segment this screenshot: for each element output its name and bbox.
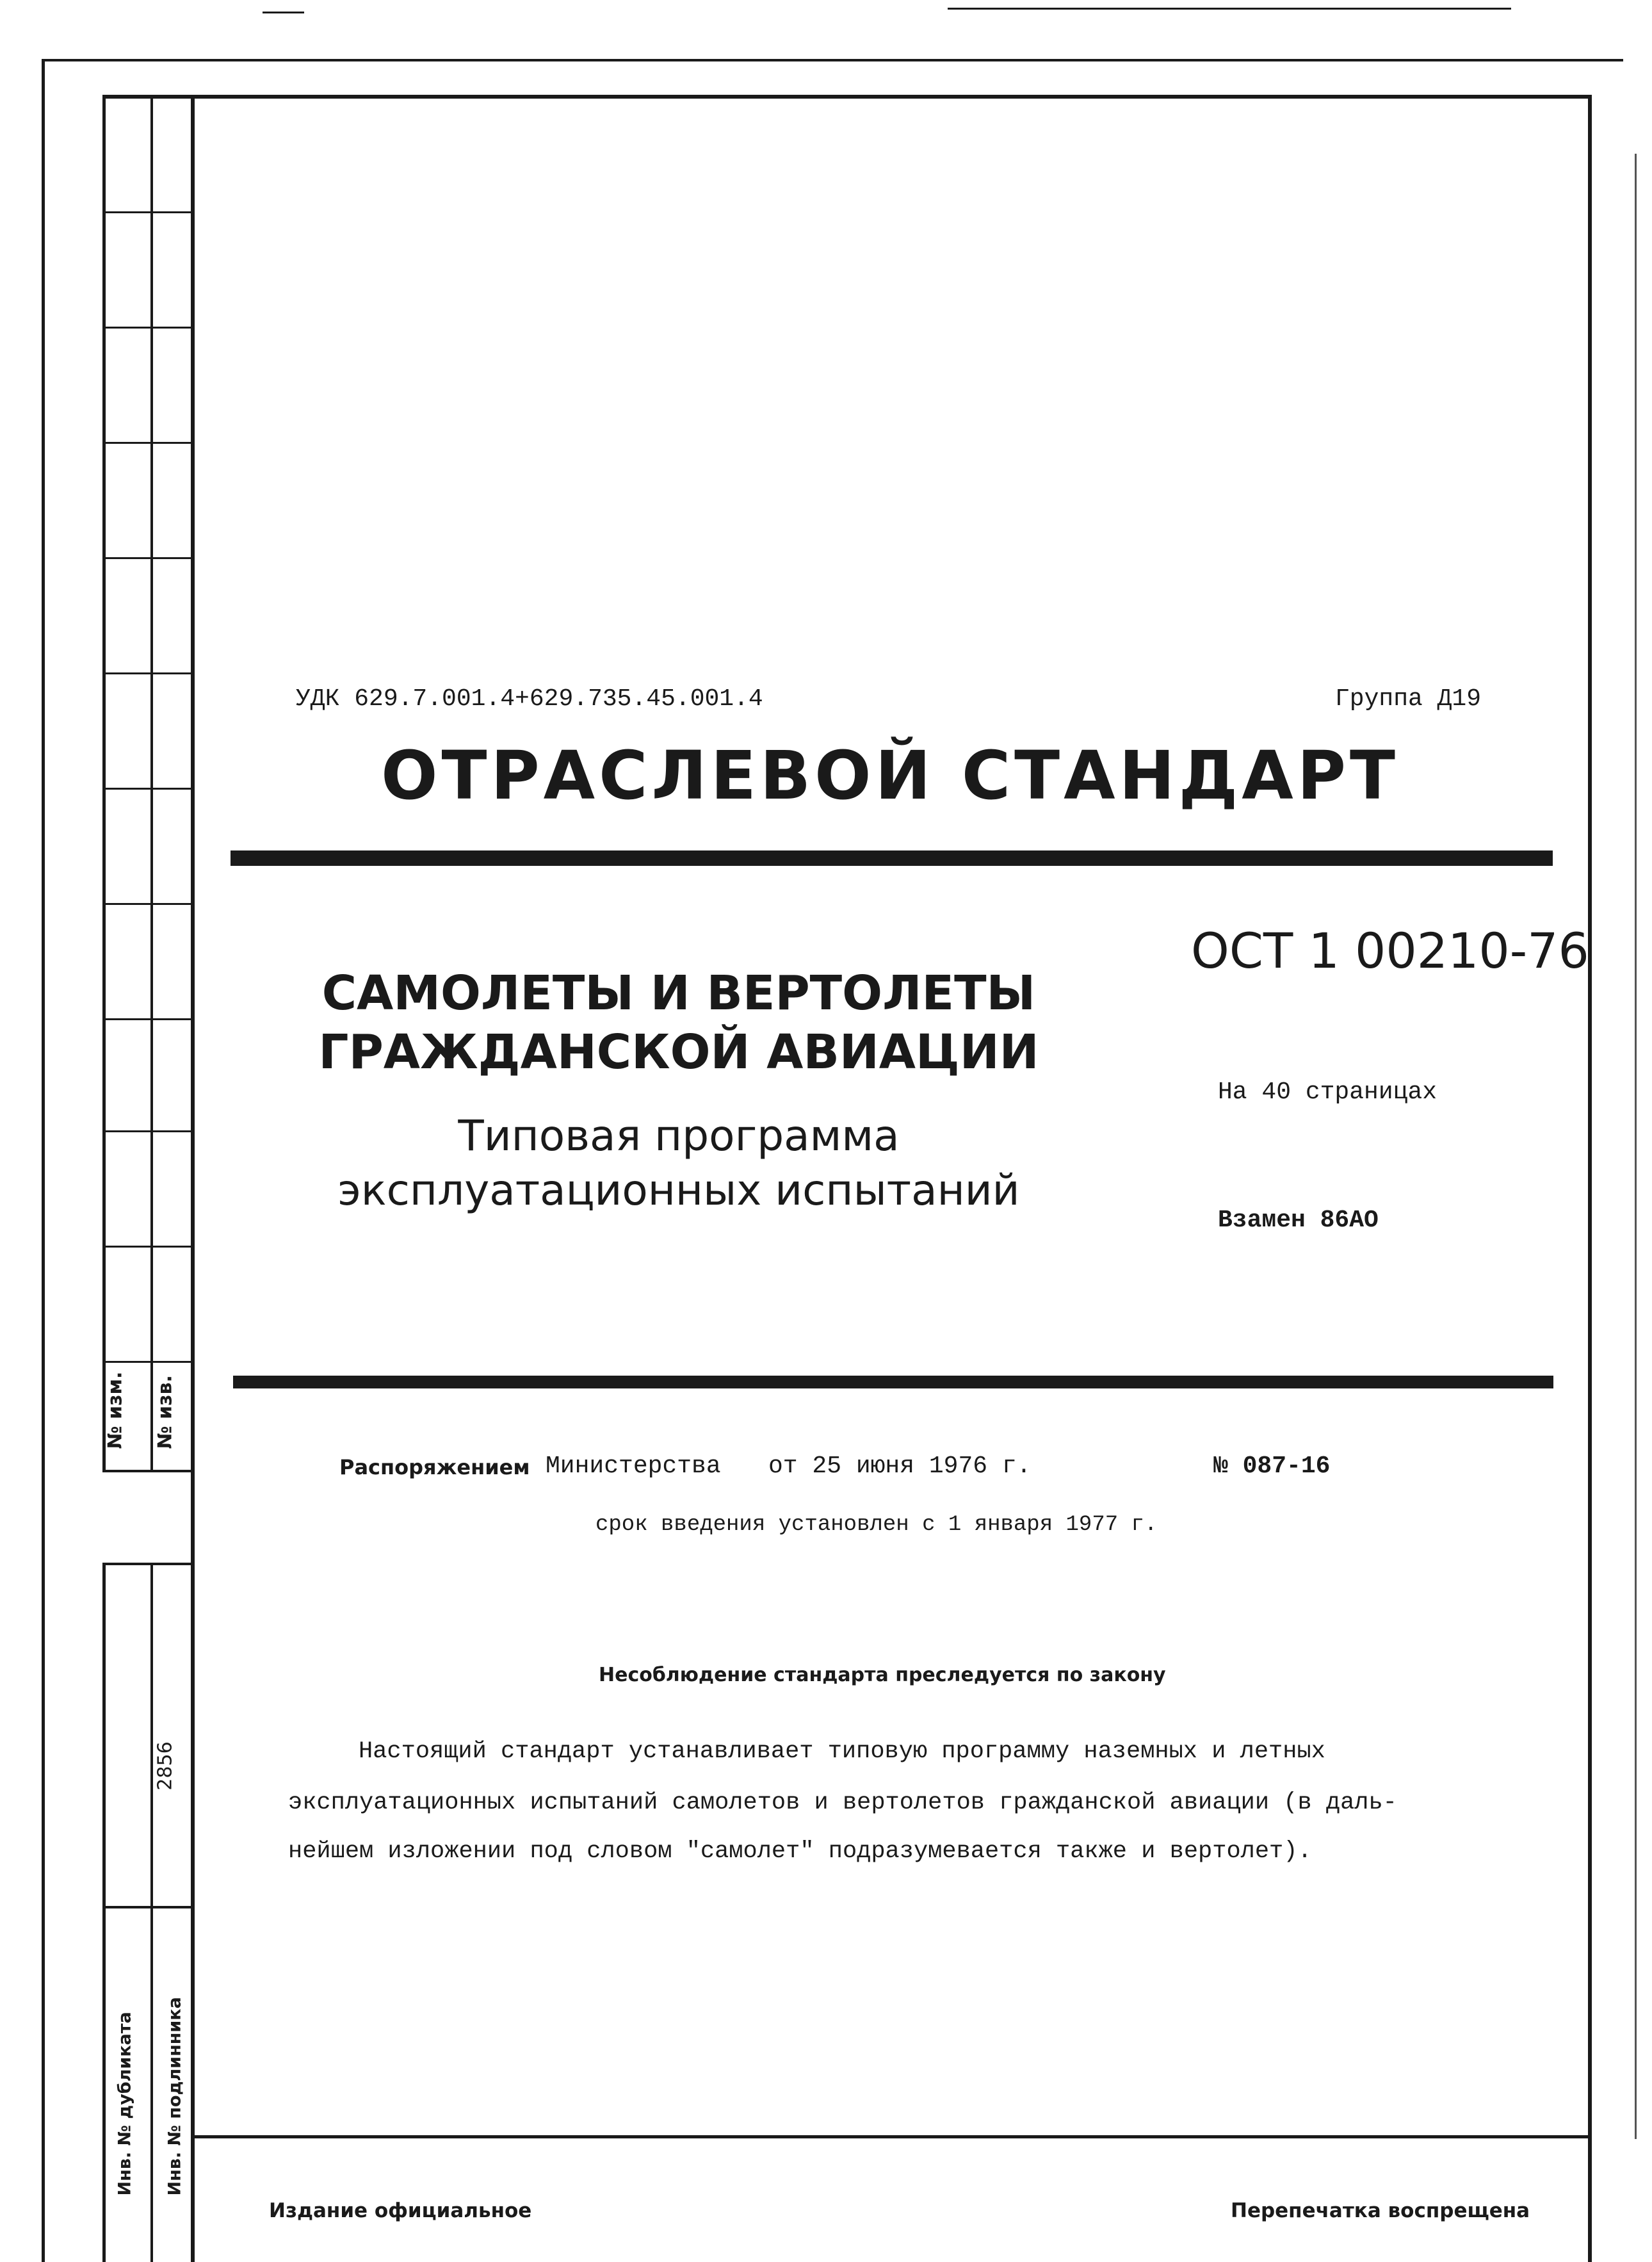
sidebar-tick <box>102 211 193 213</box>
sidebar-block-top-lower <box>102 1563 193 1565</box>
effective-date: срок введения установлен с 1 января 1977 г. <box>595 1513 1158 1537</box>
footer-official-edition: Издание официальное <box>269 2199 532 2222</box>
frame-top <box>102 95 1592 99</box>
legal-notice: Несоблюдение стандарта преследуется по закону <box>599 1664 1166 1686</box>
sidebar-tick <box>102 1130 193 1132</box>
subject-line-2: ГРАЖДАНСКОЙ АВИАЦИИ <box>318 1025 1039 1080</box>
sidebar-tick <box>102 442 193 444</box>
section-rule <box>233 1376 1553 1388</box>
sidebar-tick <box>102 1246 193 1248</box>
footer-reprint-prohibited: Перепечатка воспрещена <box>1231 2199 1530 2222</box>
subtitle-line-2: эксплуатационных испытаний <box>337 1166 1020 1215</box>
sidebar-left-edge <box>102 95 106 1472</box>
sidebar-divider-lower <box>150 1563 153 2262</box>
sidebar-tick <box>102 1361 193 1363</box>
frame-left <box>191 95 195 2262</box>
scan-edge-top-right <box>948 8 1511 10</box>
scan-edge-right <box>1635 154 1637 2139</box>
udk-code: УДК 629.7.001.4+629.735.45.001.4 <box>296 685 763 713</box>
footer-rule <box>191 2135 1592 2138</box>
page-count: На 40 страницах <box>1218 1078 1437 1106</box>
duplicate-inventory-label: Инв. № дубликата <box>115 2012 135 2196</box>
sidebar-tick <box>102 788 193 790</box>
standard-designation: ОСТ 1 00210-76 <box>1191 922 1589 979</box>
sidebar-left-edge-lower <box>102 1563 106 2262</box>
subject-line-1: САМОЛЕТЫ И ВЕРТОЛЕТЫ <box>321 966 1036 1021</box>
sidebar-divider <box>150 95 153 1472</box>
scan-edge-top-left <box>263 12 304 13</box>
outer-frame-left <box>42 59 45 2262</box>
decree-label: Распоряжением <box>339 1455 530 1479</box>
sidebar-tick <box>102 672 193 674</box>
sidebar-tick <box>102 1018 193 1020</box>
decree-number: № 087-16 <box>1213 1452 1331 1480</box>
outer-frame-top <box>42 59 1623 61</box>
page-title: ОТРАСЛЕВОЙ СТАНДАРТ <box>381 736 1399 815</box>
body-line-1: Настоящий стандарт устанавливает типовую программу наземных и летных <box>359 1738 1325 1765</box>
sidebar-tick <box>102 327 193 329</box>
decree-date: от 25 июня 1976 г. <box>768 1452 1032 1480</box>
group-code: Группа Д19 <box>1335 685 1482 713</box>
inventory-number-value: 2856 <box>154 1741 177 1791</box>
subtitle-line-1: Типовая программа <box>458 1111 900 1160</box>
notice-number-label: № изв. <box>154 1375 177 1449</box>
change-number-label: № изм. <box>104 1371 127 1449</box>
sidebar-tick <box>102 557 193 559</box>
sidebar-row-1 <box>102 1906 193 1908</box>
sidebar-tick <box>102 903 193 905</box>
title-rule <box>231 850 1553 866</box>
body-line-2: эксплуатационных испытаний самолетов и вертолетов гражданской авиации (в даль- <box>288 1789 1397 1816</box>
decree-issuer: Министерства <box>546 1452 721 1480</box>
sidebar-block-bottom <box>102 1470 193 1472</box>
frame-right <box>1588 95 1592 2262</box>
body-line-3: нейшем изложении под словом "самолет" подразумевается также и вертолет). <box>288 1838 1312 1865</box>
replaces-note: Взамен 86АО <box>1218 1207 1379 1234</box>
original-inventory-label: Инв. № подлинника <box>165 1997 185 2196</box>
